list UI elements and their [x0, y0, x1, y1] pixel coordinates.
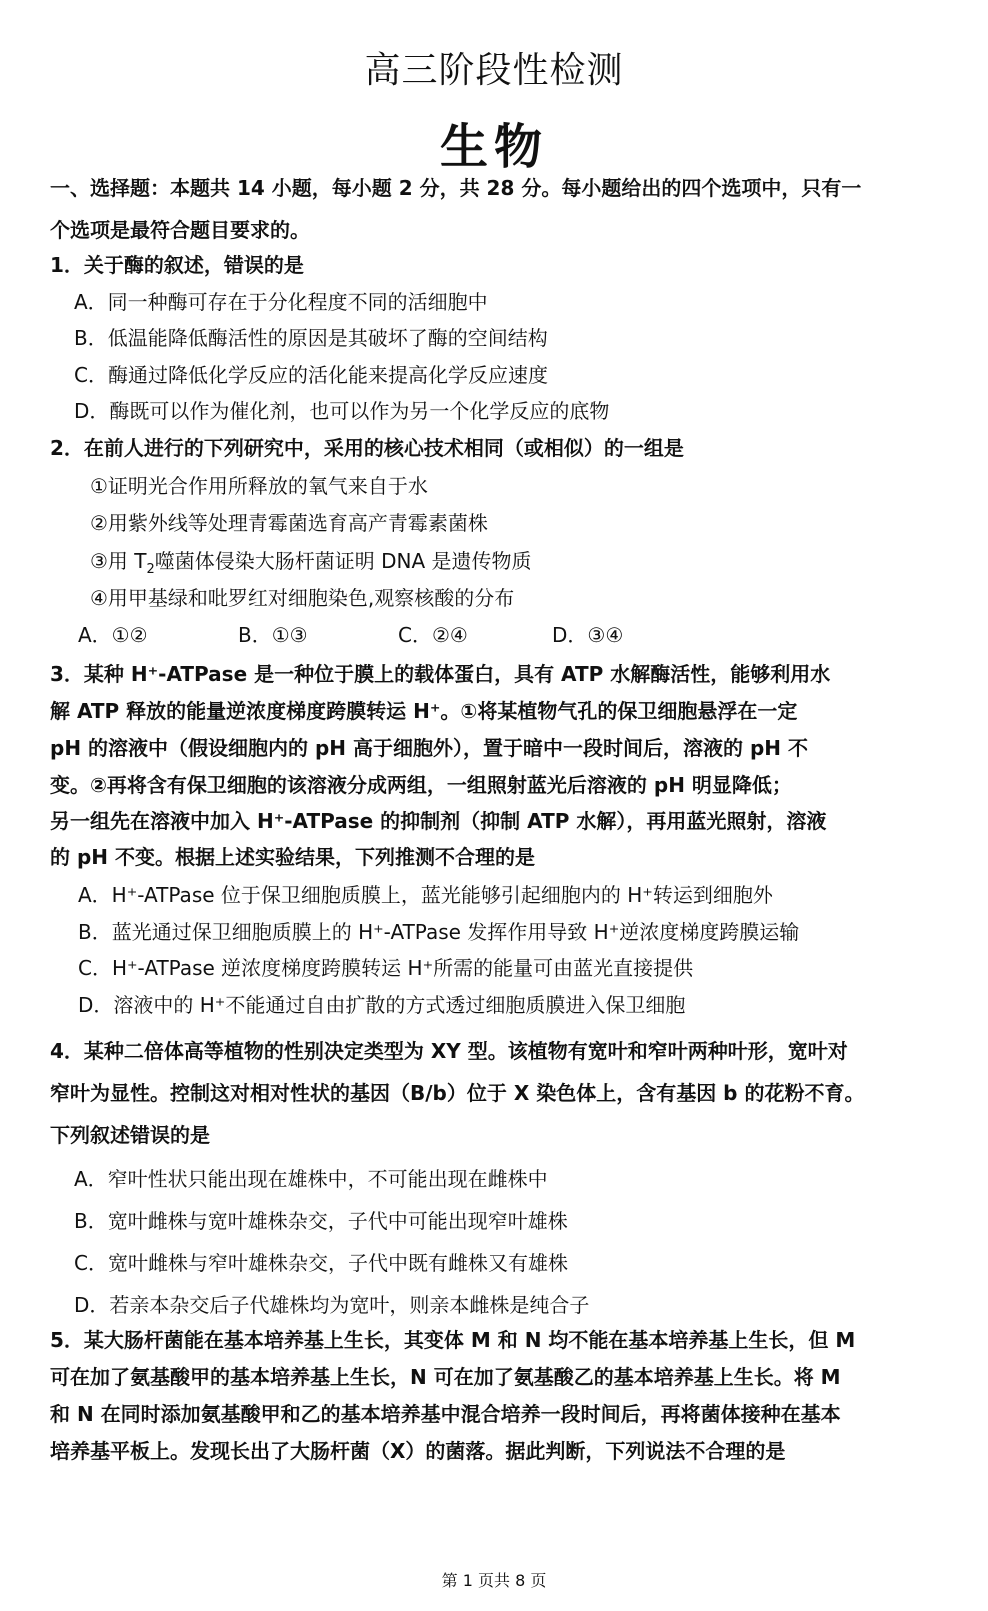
q4-option-d: D．若亲本杂交后子代雄株均为宽叶，则亲本雌株是纯合子	[74, 1293, 590, 1317]
exam-title: 高三阶段性检测	[364, 50, 624, 91]
q3-line6: 的 pH 不变。根据上述实验结果，下列推测不合理的是	[50, 845, 535, 869]
q4-line2: 窄叶为显性。控制这对相对性状的基因（B/b）位于 X 染色体上，含有基因 b 的花粉不育。	[50, 1081, 865, 1105]
q2-item-3-post: 噬菌体侵染大肠杆菌证明 DNA 是遗传物质	[154, 549, 532, 573]
q1-option-d: D．酶既可以作为催化剂，也可以作为另一个化学反应的底物	[74, 399, 610, 423]
q2-option-c: C．②④	[398, 623, 468, 647]
q4-option-c: C．宽叶雌株与窄叶雄株杂交，子代中既有雌株又有雄株	[74, 1251, 568, 1275]
q2-item-2: ②用紫外线等处理青霉菌选育高产青霉素菌株	[90, 511, 488, 535]
q4-option-b: B．宽叶雌株与宽叶雄株杂交，子代中可能出现窄叶雄株	[74, 1209, 568, 1233]
q3-option-a: A．H⁺-ATPase 位于保卫细胞质膜上，蓝光能够引起细胞内的 H⁺转运到细胞外	[78, 883, 773, 907]
q2-option-b: B．①③	[238, 623, 308, 647]
section-intro-line1: 一、选择题：本题共 14 小题，每小题 2 分，共 28 分。每小题给出的四个选项中，只有一	[50, 176, 862, 200]
q5-line2: 可在加了氨基酸甲的基本培养基上生长，N 可在加了氨基酸乙的基本培养基上生长。将 M	[50, 1365, 841, 1389]
q2-option-a: A．①②	[78, 623, 148, 647]
q3-line1: 3．某种 H⁺-ATPase 是一种位于膜上的载体蛋白，具有 ATP 水解酶活性，能够利用水	[50, 662, 831, 686]
q4-line1: 4．某种二倍体高等植物的性别决定类型为 XY 型。该植物有宽叶和窄叶两种叶形，宽叶对	[50, 1039, 848, 1063]
q2-item-1: ①证明光合作用所释放的氧气来自于水	[90, 474, 428, 498]
q2-item-3-pre: ③用 T	[90, 549, 147, 573]
q5-line4: 培养基平板上。发现长出了大肠杆菌（X）的菌落。据此判断，下列说法不合理的是	[50, 1439, 786, 1463]
q3-line4: 变。②再将含有保卫细胞的该溶液分成两组，一组照射蓝光后溶液的 pH 明显降低；	[50, 773, 792, 797]
q2-stem: 2．在前人进行的下列研究中，采用的核心技术相同（或相似）的一组是	[50, 436, 684, 460]
q1-option-a: A．同一种酶可存在于分化程度不同的活细胞中	[74, 290, 488, 314]
q2-option-d: D．③④	[552, 623, 624, 647]
q3-option-d: D．溶液中的 H⁺不能通过自由扩散的方式透过细胞质膜进入保卫细胞	[78, 993, 686, 1017]
q1-option-b: B．低温能降低酶活性的原因是其破坏了酶的空间结构	[74, 326, 548, 350]
section-intro-line2: 个选项是最符合题目要求的。	[50, 218, 310, 242]
q2-item-3	[90, 546, 532, 585]
q3-option-c: C．H⁺-ATPase 逆浓度梯度跨膜转运 H⁺所需的能量可由蓝光直接提供	[78, 956, 694, 980]
q1-option-c: C．酶通过降低化学反应的活化能来提高化学反应速度	[74, 363, 548, 387]
q2-item-4: ④用甲基绿和吡罗红对细胞染色,观察核酸的分布	[90, 586, 515, 610]
q4-option-a: A．窄叶性状只能出现在雄株中，不可能出现在雌株中	[74, 1167, 548, 1191]
q3-line2: 解 ATP 释放的能量逆浓度梯度跨膜转运 H⁺。①将某植物气孔的保卫细胞悬浮在一定	[50, 699, 798, 723]
q5-line1: 5．某大肠杆菌能在基本培养基上生长，其变体 M 和 N 均不能在基本培养基上生长，但 M	[50, 1328, 856, 1352]
q3-line5: 另一组先在溶液中加入 H⁺-ATPase 的抑制剂（抑制 ATP 水解），再用蓝光照射，溶液	[50, 809, 827, 833]
q3-line3: pH 的溶液中（假设细胞内的 pH 高于细胞外），置于暗中一段时间后，溶液的 pH 不	[50, 736, 808, 760]
q1-stem: 1．关于酶的叙述，错误的是	[50, 253, 304, 277]
page-footer: 第 1 页共 8 页	[441, 1571, 547, 1590]
q2-item-3-sub: 2	[146, 562, 155, 577]
subject-title: 生物	[439, 119, 548, 175]
q4-line3: 下列叙述错误的是	[50, 1123, 210, 1147]
q5-line3: 和 N 在同时添加氨基酸甲和乙的基本培养基中混合培养一段时间后，再将菌体接种在基本	[50, 1402, 841, 1426]
q3-option-b: B．蓝光通过保卫细胞质膜上的 H⁺-ATPase 发挥作用导致 H⁺逆浓度梯度跨膜运输	[78, 920, 800, 944]
